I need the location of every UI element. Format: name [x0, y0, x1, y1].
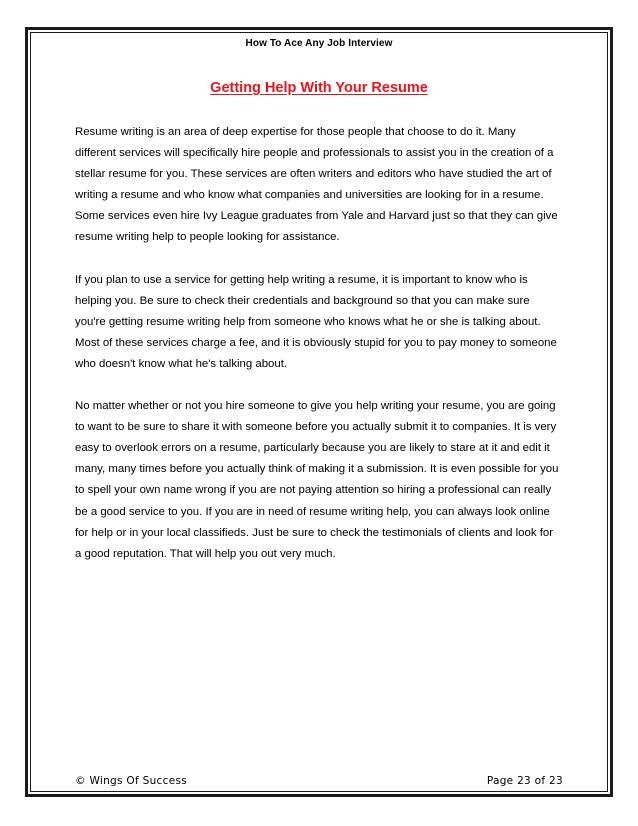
- text-line: to spell your own name wrong if you are not paying attention so hiring a professional can really: [75, 484, 552, 497]
- running-header: How To Ace Any Job Interview: [245, 38, 393, 49]
- text-line: to want to be sure to share it with someone before you actually submit it to companies. It is very: [75, 421, 557, 434]
- page-number: Page 23 of 23: [486, 775, 563, 787]
- text-line: many, many times before you actually think of making it a submission. It is even possible for you: [75, 463, 559, 476]
- paragraph-1: [75, 122, 571, 249]
- text-line: helping you. Be sure to check their credentials and background so that you can make sure: [75, 294, 530, 307]
- text-line: for help or in your local classifieds. Just be sure to check the testimonials of clients and look for: [75, 526, 554, 539]
- text-line: If you plan to use a service for getting help writing a resume, it is important to know who is: [75, 273, 528, 286]
- text-line: resume writing help to people looking for assistance.: [75, 231, 340, 244]
- body-text: [75, 122, 571, 586]
- text-line: Some services even hire Ivy League graduates from Yale and Harvard just so that they can give: [75, 210, 558, 223]
- text-line: Most of these services charge a fee, and it is obviously stupid for you to pay money to someone: [75, 336, 557, 349]
- text-line: stellar resume for you. These services are often writers and editors who have studied the art of: [75, 168, 552, 181]
- text-line: who doesn't know what he's talking about.: [75, 357, 288, 370]
- copyright-notice: © Wings Of Success: [75, 775, 187, 787]
- text-line: you're getting resume writing help from someone who knows what he or she is talking about.: [75, 315, 541, 328]
- text-line: a good reputation. That will help you out very much.: [75, 547, 336, 560]
- paragraph-2: [75, 270, 571, 375]
- text-line: writing a resume and who know what companies and universities are looking for in a resume.: [75, 189, 544, 202]
- text-line: different services will specifically hire people and professionals to assist you in the creation of a: [75, 147, 554, 160]
- text-line: be a good service to you. If you are in need of resume writing help, you can always look online: [75, 505, 550, 518]
- page-title: Getting Help With Your Resume: [210, 80, 428, 96]
- text-line: easy to overlook errors on a resume, particularly because you are likely to stare at it and edit it: [75, 442, 550, 455]
- text-line: No matter whether or not you hire someone to give you help writing your resume, you are going: [75, 400, 556, 413]
- text-line: Resume writing is an area of deep expertise for those people that choose to do it. Many: [75, 126, 516, 138]
- paragraph-3: [75, 396, 571, 565]
